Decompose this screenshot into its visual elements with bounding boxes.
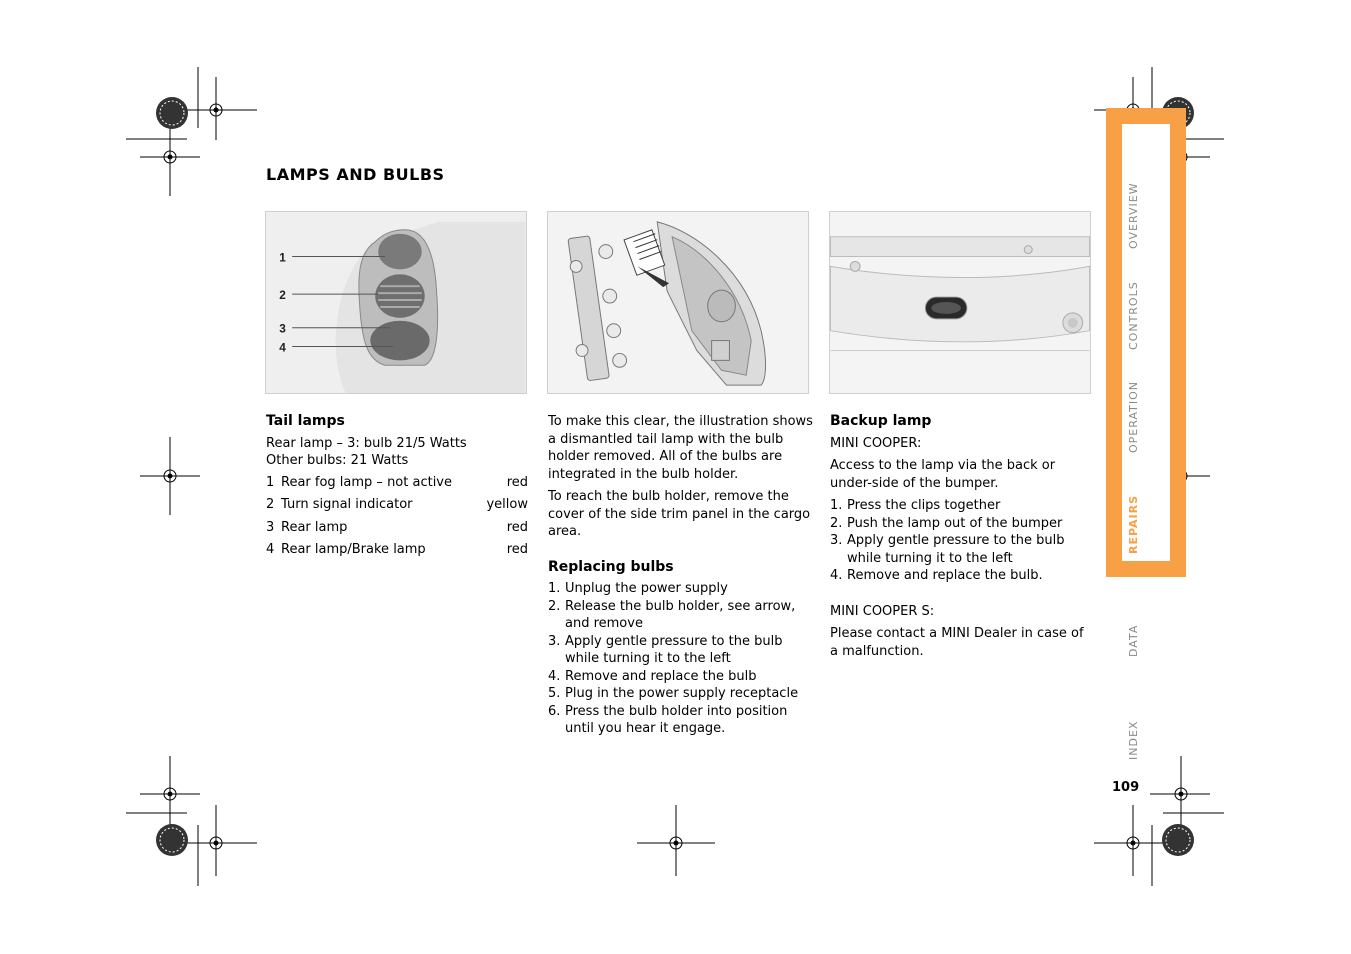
backup-lamp-section	[830, 413, 1094, 665]
step-text: Unplug the power supply	[565, 581, 728, 596]
legend-number: 4	[266, 542, 275, 557]
legend-color: red	[506, 519, 528, 535]
tail-lamps-line1: Rear lamp – 3: bulb 21/5 Watts	[266, 435, 467, 451]
access-paragraph: To reach the bulb holder, remove the cover of the side trim panel in the cargo area.	[548, 489, 811, 539]
list-item	[830, 567, 1094, 585]
replacing-steps	[548, 580, 816, 738]
legend-color: red	[506, 474, 528, 490]
backup-lamp-illustration	[829, 211, 1091, 394]
step-text: Plug in the power supply receptacle	[565, 686, 799, 701]
list-item	[830, 515, 1094, 533]
step-text: Release the bulb holder, see arrow, and remove	[565, 598, 796, 631]
step-number: 3.	[830, 533, 843, 548]
legend-text: Rear fog lamp – not active	[281, 474, 452, 490]
intro-paragraph: To make this clear, the illustration shows a dismantled tail lamp with the bulb holder removed. All of the bulbs are integrated in the bulb holder.	[548, 414, 813, 482]
lamp-legend	[266, 474, 528, 564]
step-number: 3.	[548, 633, 561, 649]
tab-data[interactable]: DATA	[1127, 624, 1140, 657]
list-item	[830, 532, 1094, 567]
step-text: Press the clips together	[847, 498, 1001, 513]
tab-repairs[interactable]: REPAIRS	[1127, 494, 1140, 554]
legend-row	[266, 519, 528, 542]
legend-text: Rear lamp/Brake lamp	[281, 542, 426, 557]
legend-number: 3	[266, 519, 275, 535]
list-item	[548, 685, 816, 703]
tail-lamps-heading: Tail lamps	[266, 413, 345, 429]
list-item	[830, 497, 1094, 515]
list-item	[548, 703, 816, 738]
tail-lamps-section	[266, 413, 528, 564]
step-number: 4.	[830, 568, 843, 583]
page-number: 109	[1112, 780, 1140, 795]
page-title: LAMPS AND BULBS	[266, 165, 445, 184]
step-text: Push the lamp out of the bumper	[847, 515, 1063, 531]
legend-number: 1	[266, 474, 275, 490]
tab-operation[interactable]: OPERATION	[1127, 381, 1140, 453]
step-text: Remove and replace the bulb.	[847, 568, 1043, 583]
step-text: Remove and replace the bulb	[565, 668, 757, 684]
bulb-holder-illustration	[547, 211, 809, 394]
mini-cooper-label: MINI COOPER:	[830, 435, 922, 451]
list-item	[548, 668, 816, 686]
legend-row	[266, 541, 528, 564]
step-number: 1.	[830, 498, 843, 513]
replacing-bulbs-section	[548, 413, 816, 743]
legend-row	[266, 496, 528, 519]
mini-cooper-s-label: MINI COOPER S:	[830, 603, 935, 619]
legend-number: 2	[266, 497, 275, 512]
list-item	[548, 633, 816, 668]
legend-color: yellow	[486, 497, 528, 512]
backup-lamp-heading: Backup lamp	[830, 413, 932, 429]
tab-overview[interactable]: OVERVIEW	[1127, 182, 1140, 249]
step-number: 2.	[830, 515, 843, 531]
step-number: 6.	[548, 703, 561, 719]
tab-controls[interactable]: CONTROLS	[1127, 281, 1140, 350]
callout-1: 1	[279, 250, 286, 265]
tail-lamps-line2: Other bulbs: 21 Watts	[266, 453, 409, 468]
legend-row	[266, 474, 528, 497]
access-paragraph: Access to the lamp via the back or under-side of the bumper.	[830, 458, 1056, 491]
list-item	[548, 580, 816, 598]
tail-lamp-illustration	[265, 211, 527, 394]
legend-text: Rear lamp	[281, 519, 348, 535]
step-text: Apply gentle pressure to the bulb while turning it to the left	[565, 633, 783, 666]
step-text: Apply gentle pressure to the bulb while turning it to the left	[847, 533, 1065, 566]
step-text: Press the bulb holder into position until you hear it engage.	[565, 703, 788, 736]
backup-steps	[830, 497, 1094, 585]
callout-3: 3	[279, 321, 286, 336]
callout-4: 4	[279, 340, 286, 355]
list-item	[548, 598, 816, 633]
dealer-paragraph: Please contact a MINI Dealer in case of a malfunction.	[830, 626, 1084, 659]
step-number: 5.	[548, 686, 561, 701]
legend-color: red	[506, 542, 528, 557]
step-number: 2.	[548, 598, 561, 614]
legend-text: Turn signal indicator	[281, 497, 413, 512]
replacing-bulbs-heading: Replacing bulbs	[548, 558, 674, 575]
step-number: 1.	[548, 581, 561, 596]
tab-index[interactable]: INDEX	[1127, 720, 1140, 760]
callout-2: 2	[279, 288, 286, 303]
step-number: 4.	[548, 668, 561, 684]
